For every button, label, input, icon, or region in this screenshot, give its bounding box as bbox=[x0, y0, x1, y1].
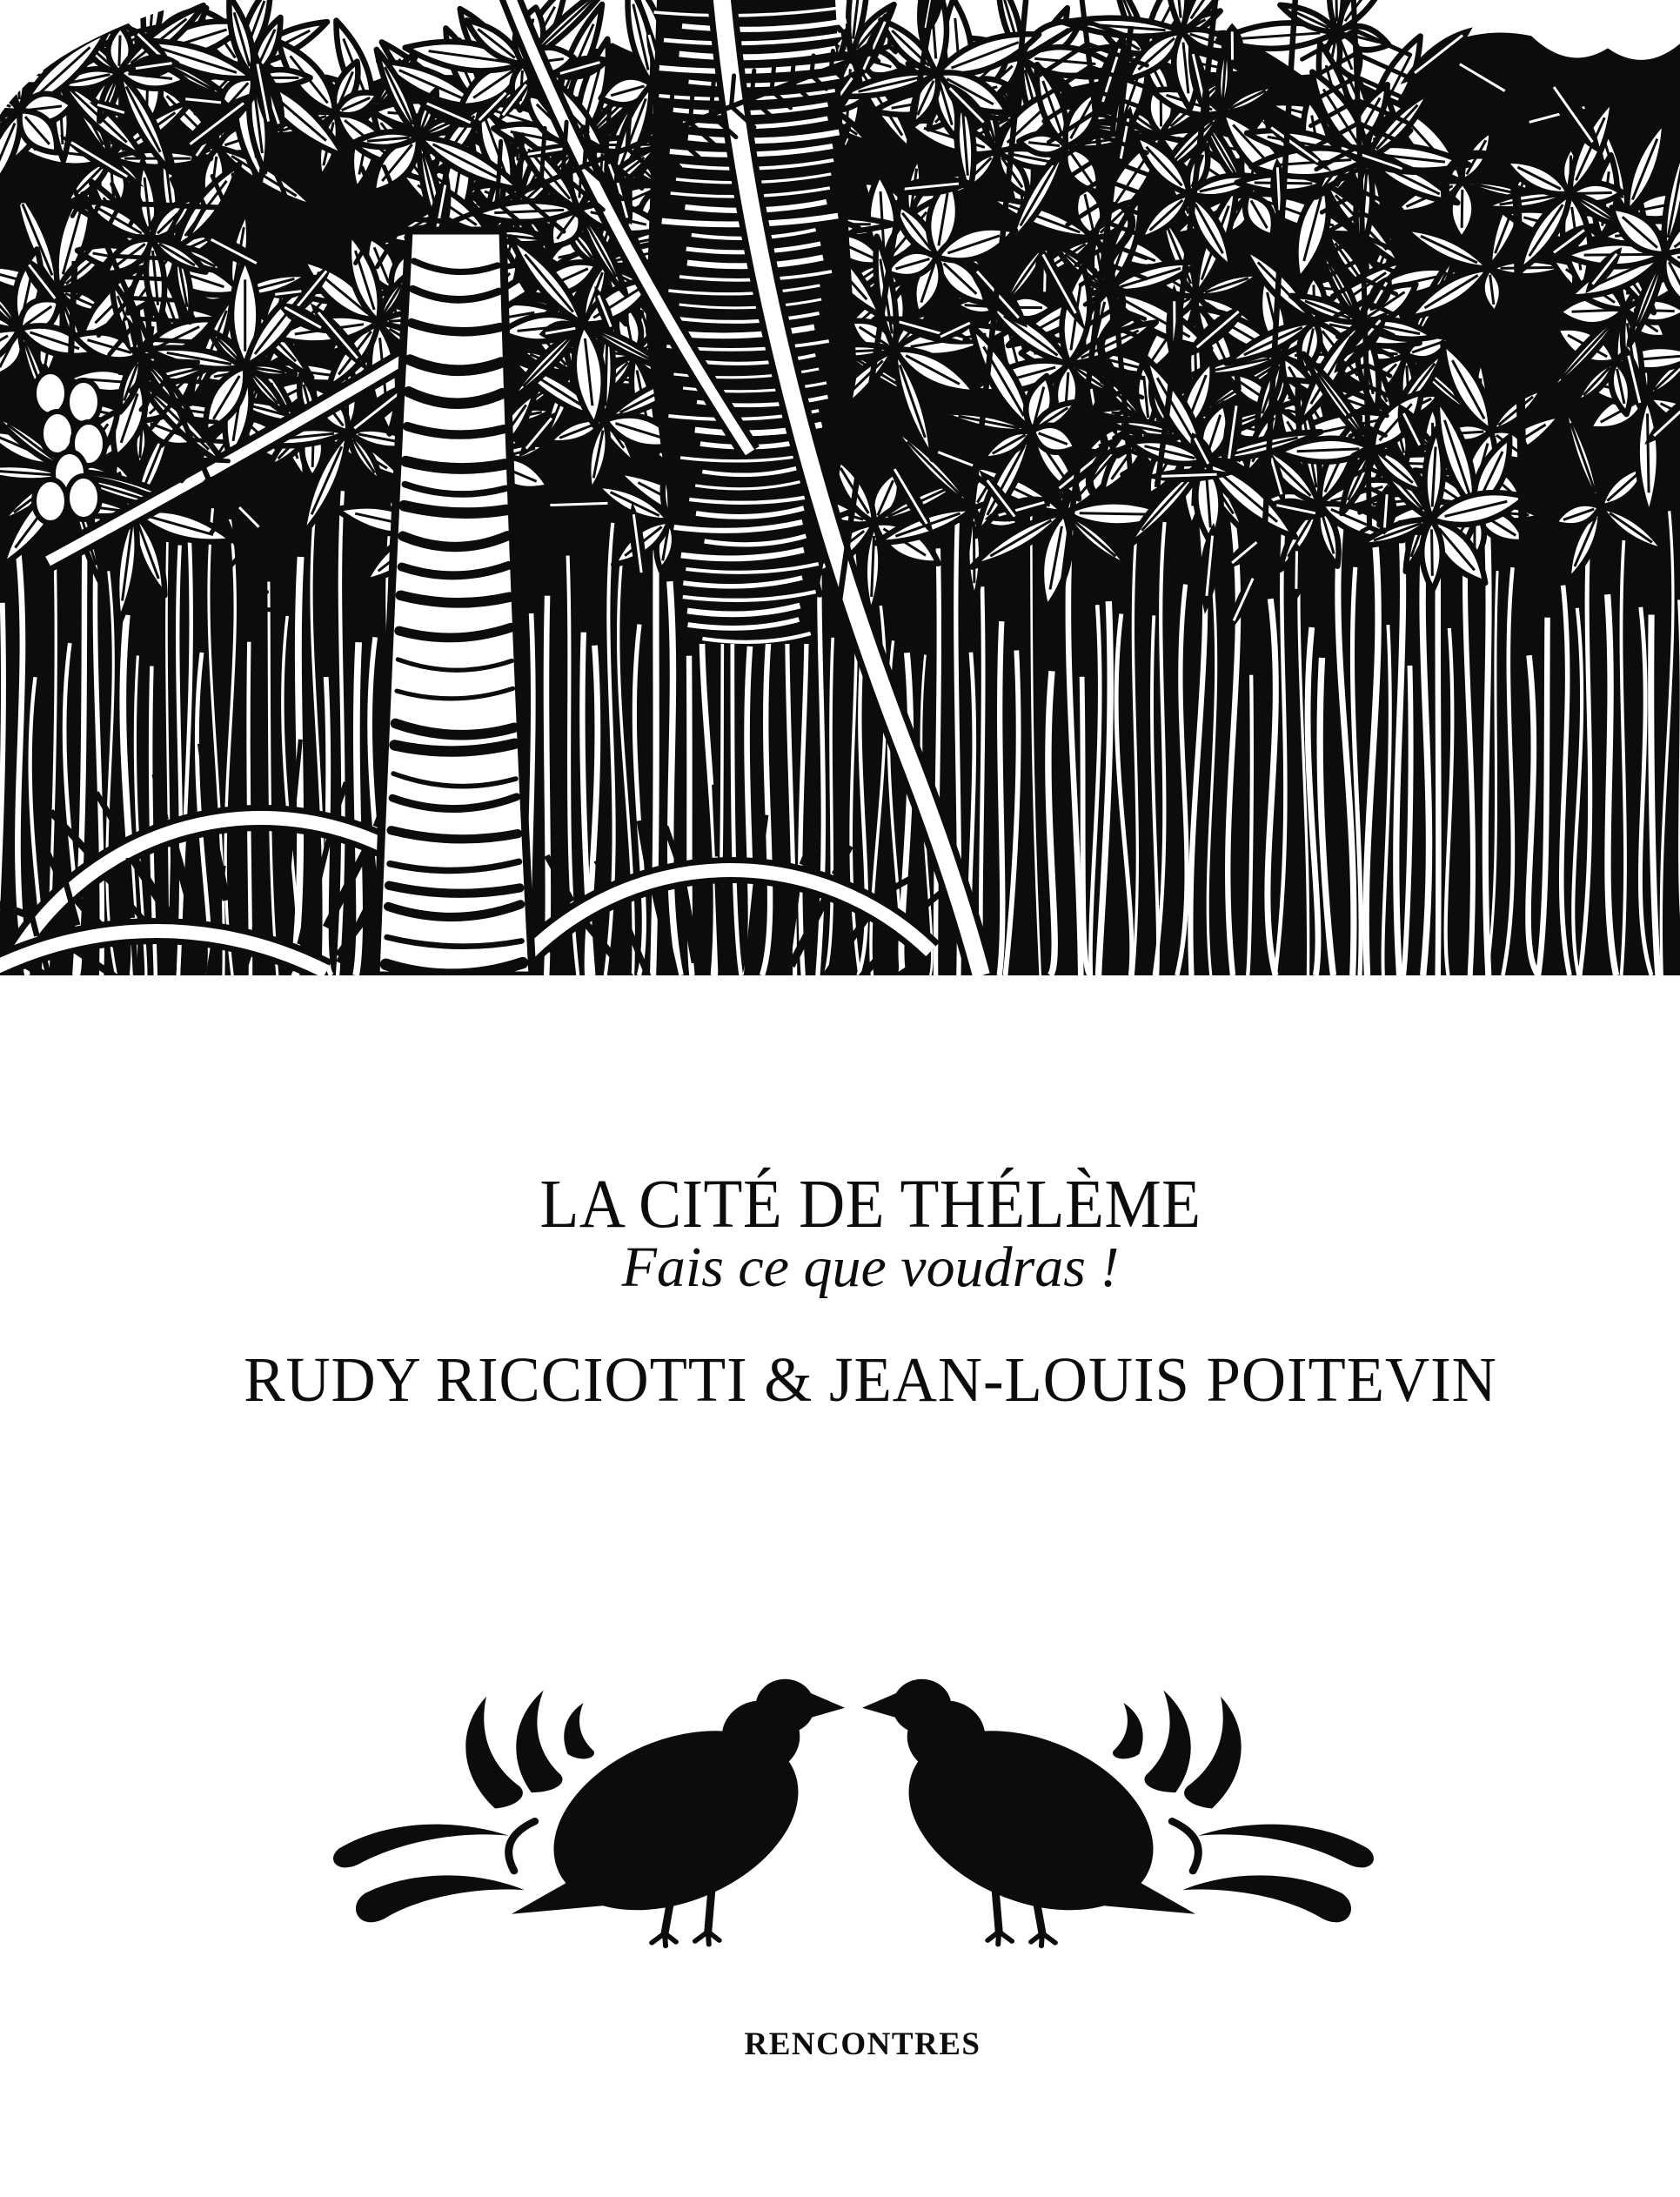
publisher-name: RENCONTRES bbox=[744, 2026, 981, 2062]
book-subtitle: Fais ce que voudras ! bbox=[621, 1236, 1120, 1299]
book-authors: RUDY RICCIOTTI & JEAN-LOUIS POITEVIN bbox=[244, 1344, 1497, 1415]
book-title: LA CITÉ DE THÉLÈME bbox=[539, 1167, 1201, 1243]
bird-left-icon bbox=[333, 1679, 845, 1946]
bird-right-icon bbox=[862, 1679, 1374, 1946]
publisher-emblem bbox=[308, 1657, 1399, 1951]
publisher-emblem-svg bbox=[308, 1657, 1399, 1951]
jungle-illustration-svg bbox=[0, 0, 1680, 975]
jungle-illustration bbox=[0, 0, 1680, 975]
